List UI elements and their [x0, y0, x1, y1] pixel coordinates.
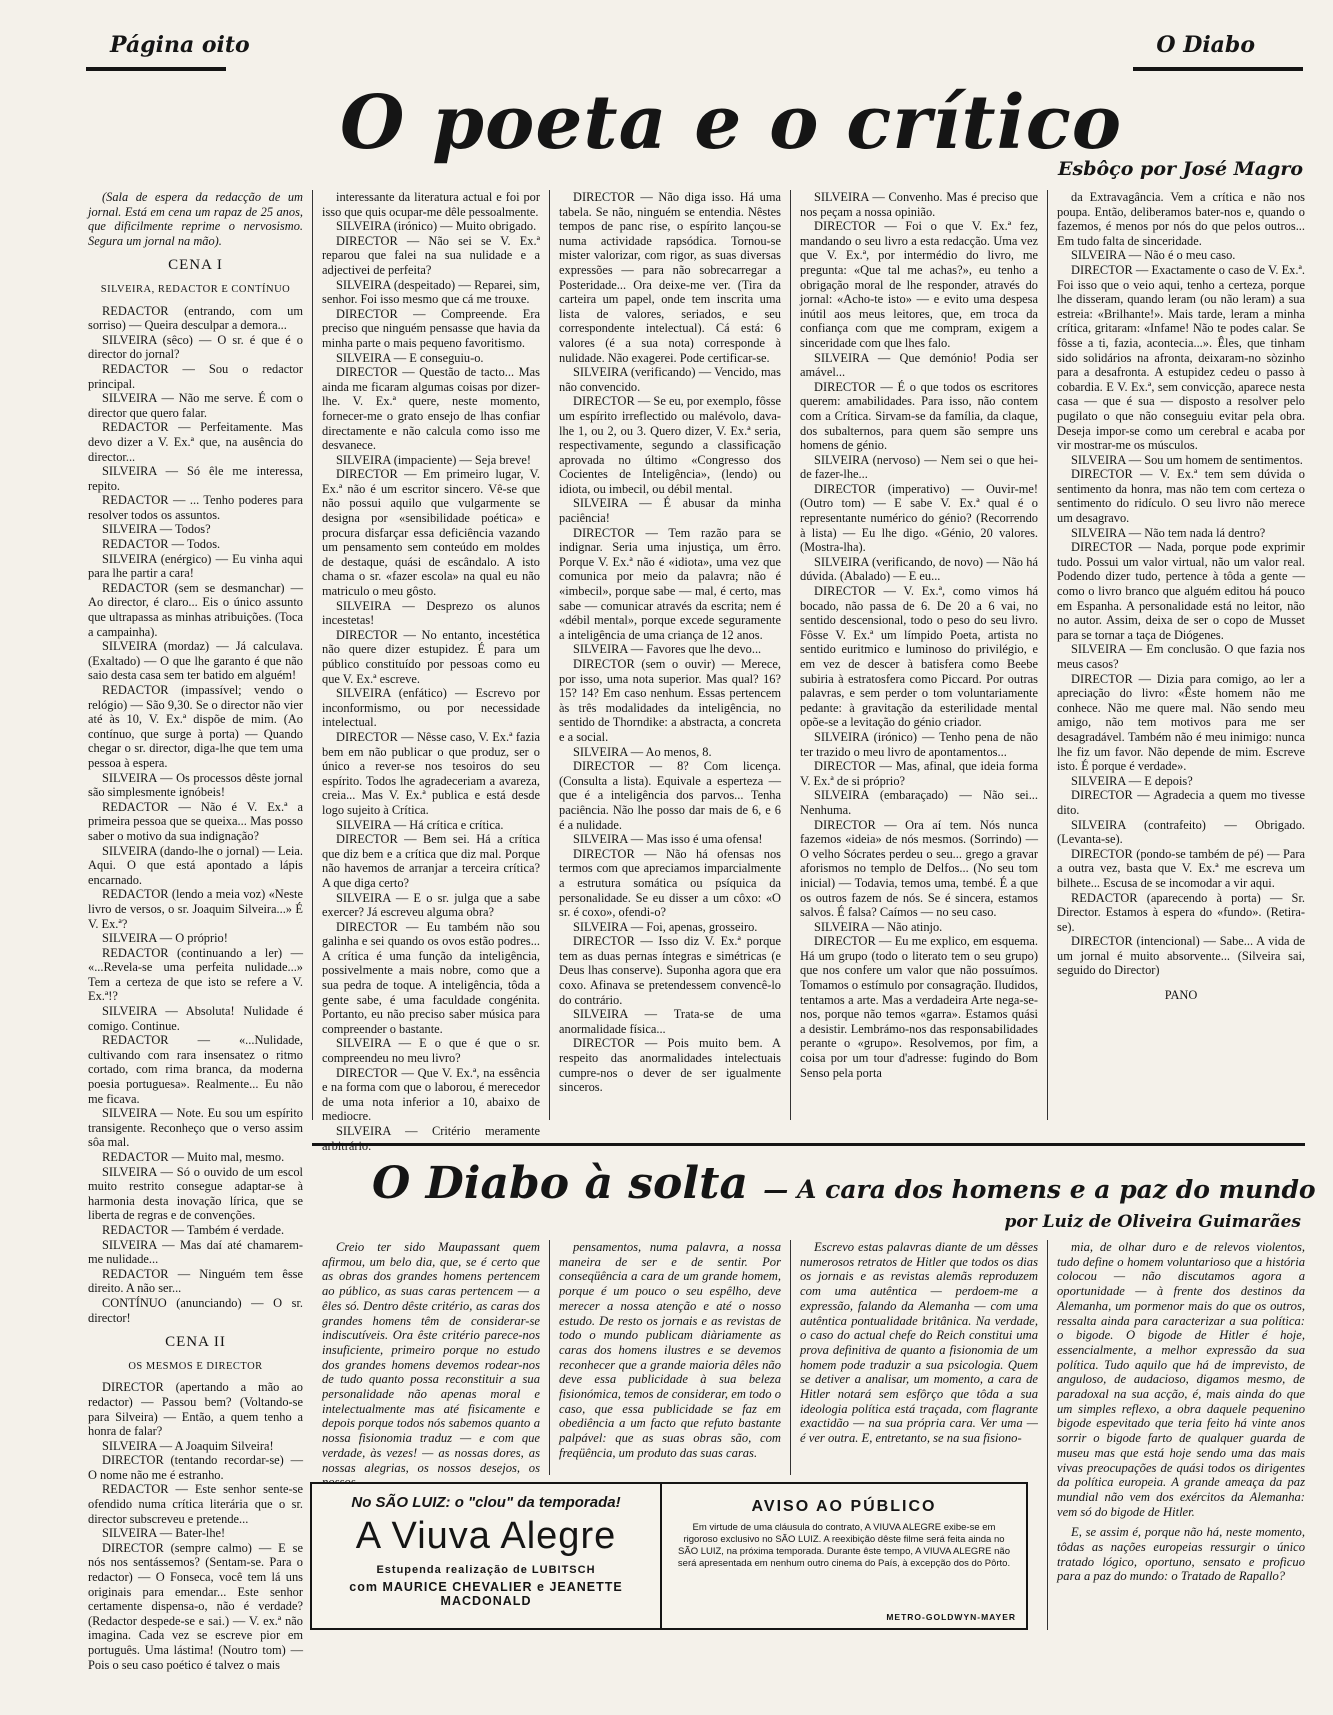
dialogue-line: DIRECTOR — Mas, afinal, que ideia forma V. Ex.ª de si próprio?	[800, 759, 1038, 788]
dialogue-line: interessante da literatura actual e foi por isso que quis ocupar-me dêle pessoalmente.	[322, 190, 540, 219]
dialogue-line: SILVEIRA — A Joaquim Silveira!	[102, 1438, 274, 1453]
dialogue-line: SILVEIRA — Desprezo os alunos incestetas!	[322, 598, 540, 628]
play-column-1	[88, 190, 303, 1672]
dialogue-line: SILVEIRA — Ao menos, 8.	[573, 744, 712, 759]
dialogue-line: DIRECTOR — Questão de tacto... Mas ainda me ficaram algumas coisas por dizer-lhe. V. Ex.ª quere, neste momento, fornecer-me o grato ensejo de lhas confiar directamente e não calcula como isso me desvanece.	[322, 365, 540, 453]
dialogue-line: SILVEIRA — E depois?	[1071, 773, 1193, 788]
dialogue-line: REDACTOR — ... Tenho poderes para resolver todos os assuntos.	[88, 493, 303, 522]
play-column-4	[800, 190, 1038, 1120]
dialogue-line: REDACTOR — «...Nulidade, cultivando com rara insensatez o ritmo cortado, com rima branca, da moderna poesia portuguesa». Realmente... Eu não me ficava.	[88, 1033, 303, 1106]
dialogue-line: REDACTOR — Não é V. Ex.ª a primeira pessoa que se queixa... Mas posso saber o motivo da sua indignação?	[88, 799, 303, 843]
dialogue-line: DIRECTOR — V. Ex.ª tem sem dúvida o sentimento da honra, mas não tem com certeza o sentimento do ridículo. O seu livro não merece um desagravo.	[1057, 467, 1305, 526]
dialogue-line: REDACTOR (entrando, com um sorriso) — Queira desculpar a demora...	[88, 303, 303, 333]
dialogue-line: DIRECTOR — Eu me explico, em esquema. Há um grupo (todo o literato tem o seu grupo) que nos confere um valor que não possuímos. Tomamos o estímulo por consagração. Iludidos, tentamos a arte. Mas a verdadeira Arte nega-se-nos, porque não temos «garra». Estamos quási a desistir. Lembrámo-nos das responsabilidades perante o «grupo». Resolvemos, por fim, a coisa por um tour d'adresse: fugindo do Bom Senso pela porta	[800, 934, 1038, 1080]
second-article-column-4	[1057, 1240, 1305, 1640]
column-rule	[312, 190, 313, 1120]
article-title: O poeta e o crítico	[340, 80, 1123, 166]
dialogue-line: DIRECTOR (imperativo) — Ouvir-me! (Outro tom) — E sabe V. Ex.ª qual é o representante numérico do génio? (Recorrendo à lista) — Eu lhe digo. «Génio, 20 valores. (Mostra-lha).	[800, 481, 1038, 555]
ad-cast-line: com MAURICE CHEVALIER e JEANETTE MACDONALD	[349, 1580, 623, 1608]
dialogue-line: SILVEIRA (enérgico) — Eu vinha aqui para lhe partir a cara!	[88, 551, 303, 581]
dialogue-line: SILVEIRA — Em conclusão. O que fazia nos meus casos?	[1057, 642, 1305, 671]
paragraph: E, se assim é, porque não há, neste momento, tôdas as nações europeias ressurgir o único tratado lógico, oportuno, sensato e proficuo para a paz do mundo: o Tratado de Rapallo?	[1057, 1525, 1305, 1584]
dialogue-line: SILVEIRA — O próprio!	[102, 931, 228, 946]
dialogue-line: REDACTOR — Ninguém tem êsse direito. A não ser...	[88, 1266, 303, 1296]
scene-cast: SILVEIRA, REDACTOR E CONTÍNUO	[100, 283, 291, 295]
dialogue-line: REDACTOR (aparecendo à porta) — Sr. Director. Estamos à espera do «fundo». (Retira-se).	[1057, 890, 1305, 934]
dialogue-line: DIRECTOR — Ora aí tem. Nós nunca fazemos «ideia» de nós mesmos. (Sorrindo) — O velho Sócrates perdeu o seu... grego a gravar aforismos no templo de Delfos... (No seu tom inicial) — Todavia, temos uma, tembé. É a que os outros fazem de nós. Se é sincera, estamos salvos. É falsa? Caímos — no seu caso.	[800, 817, 1038, 920]
second-article-byline: por Luiz de Oliveira Guimarães	[1004, 1212, 1301, 1232]
dialogue-line: DIRECTOR — Bem sei. Há a crítica que diz bem e a crítica que diz mal. Porque não havemos de arranjar a terceira crítica? A que diga certo?	[322, 832, 540, 890]
scene-cast: OS MESMOS E DIRECTOR	[128, 1360, 263, 1372]
second-title-sub: — A cara dos homens e a paz do mundo	[763, 1175, 1316, 1204]
second-article-title	[372, 1158, 1316, 1209]
dialogue-line: SILVEIRA — E conseguiu-o.	[336, 350, 484, 365]
dialogue-line: DIRECTOR — Que V. Ex.ª, na essência e na forma com que o laborou, é merecedor de uma nota inferior a 10, abaixo de mediocre.	[322, 1065, 540, 1124]
column-rule	[549, 1240, 550, 1475]
dialogue-line: SILVEIRA (irónico) — Muito obrigado.	[336, 219, 537, 234]
dialogue-line: SILVEIRA (despeitado) — Reparei, sim, senhor. Foi isso mesmo que cá me trouxe.	[322, 277, 540, 307]
dialogue-line: DIRECTOR — Isso diz V. Ex.ª porque tem as duas pernas íntegras e simétricas (e Deus lhas conserve). Suponha agora que era coxo. Afinava se pretendessem convencê-lo do contrário.	[559, 934, 781, 1007]
dialogue-line: SILVEIRA — Favores que lhe devo...	[573, 642, 762, 657]
paragraph: pensamentos, numa palavra, a nossa maneira de ser e de sentir. Por conseqüência a cara de um grande homem, porque é um pouco o seu espêlho, deve merecer a nossa atenção e até o nosso estudo. De resto os jornais e as revistas de todo o mundo publicam diàriamente as caras dos homens ilustres e se devemos reconhecer que a grande maioria dêles não deve essa publicidade à sua beleza fisionómica, temos de considerar, em todo o caso, que essa publicidade se faz em obediência a um facto que refuto bastante palpável: que as suas obras são, com freqüência, um produto das suas caras.	[559, 1240, 781, 1460]
dialogue-line: DIRECTOR — Compreende. Era preciso que ninguém pensasse que havia da minha parte o mais pequeno favoritismo.	[322, 306, 540, 350]
dialogue-line: SILVEIRA — Não é o meu caso.	[1071, 248, 1236, 263]
dialogue-line: SILVEIRA — Absoluta! Nulidade é comigo. Continue.	[88, 1004, 303, 1033]
scene-heading: CENA II	[165, 1334, 226, 1351]
dialogue-line: SILVEIRA — Só êle me interessa, repito.	[88, 464, 303, 493]
dialogue-line: SILVEIRA — Mas daí até chamarem-me nulidade...	[88, 1237, 303, 1267]
dialogue-line: SILVEIRA (impaciente) — Seja breve!	[336, 452, 531, 467]
dialogue-line: SILVEIRA — Trata-se de uma anormalidade física...	[559, 1007, 781, 1036]
dialogue-line: SILVEIRA — É abusar da minha paciência!	[559, 496, 781, 526]
dialogue-line: SILVEIRA — Não tem nada lá dentro?	[1071, 525, 1266, 540]
second-article-column-1	[322, 1240, 540, 1475]
dialogue-line: SILVEIRA (verificando, de novo) — Não há dúvida. (Abalado) — E eu...	[800, 554, 1038, 584]
dialogue-line: CONTÍNUO (anunciando) — O sr. director!	[88, 1295, 303, 1325]
second-article-column-2	[559, 1240, 781, 1475]
dialogue-line: SILVEIRA (dando-lhe o jornal) — Leia. Aqui. O que está apontado a lápis encarnado.	[88, 843, 303, 887]
dialogue-line: DIRECTOR — Não há ofensas nos termos com que apreciamos imparcialmente a estrutura somática ou psíquica da personalidade. Se eu disser a um côxo: «O sr. é coxo», ofendi-o?	[559, 846, 781, 920]
dialogue-line: SILVEIRA (nervoso) — Nem sei o que hei-de fazer-lhe...	[800, 452, 1038, 482]
dialogue-line: SILVEIRA — Mas isso é uma ofensa!	[573, 832, 763, 847]
dialogue-line: DIRECTOR (pondo-se também de pé) — Para a outra vez, basta que V. Ex.ª me escreva um bilhete... Escusa de se incomodar a vir aqui.	[1057, 846, 1305, 890]
column-rule	[790, 1240, 791, 1475]
dialogue-line: REDACTOR — Este senhor sente-se ofendido numa crítica literária que o sr. director subscreveu e pretende...	[88, 1482, 303, 1526]
ad-studio: METRO-GOLDWYN-MAYER	[886, 1612, 1016, 1622]
dialogue-line: SILVEIRA — Note. Eu sou um espírito transigente. Reconheço que o verso assim sôa mal.	[88, 1106, 303, 1150]
dialogue-line: SILVEIRA — Critério meramente	[336, 1124, 540, 1138]
dialogue-line: DIRECTOR — Nêsse caso, V. Ex.ª fazia bem em não publicar o que produz, ser o único a rever-se nos tesoiros do seu espírito. Todos lhe agradeceriam a avareza, creia... Mas V. Ex.ª publica e está desde logo sujeito à Crítica.	[322, 729, 540, 817]
dialogue-line: SILVEIRA — Há crítica e crítica.	[336, 817, 504, 832]
dialogue-line: DIRECTOR — Eu também não sou galinha e sei quando os ovos estão podres... A crítica é uma função da inteligência, possivelmente a mais nobre, como que a sua pedra de toque. A inteligência, tôda a gente sabe, é uma faculdade congénita. Portanto, eu não preciso saber música para compreender o bastante.	[322, 919, 540, 1036]
dialogue-line: DIRECTOR — Não sei se V. Ex.ª reparou que falei na sua nulidade e a adjectivei de perfeita?	[322, 233, 540, 277]
dialogue-line: SILVEIRA — Não me serve. É com o director que quero falar.	[88, 391, 303, 420]
dialogue-line: REDACTOR — Também é verdade.	[102, 1222, 285, 1237]
paragraph: Escrevo estas palavras diante de um dêsses numerosos retratos de Hitler que todos os dias os jornais e as revistas alemãs reproduzem com uma autêntica — perdoem-me a expressão, falando da Alemanha — com uma autêntica pontualidade britânica. Na verdade, o caso do actual chefe do Reich constitui uma prova definitiva de quanto a fisionomia de um homem pode traduzir a sua psicologia. Quem se detiver a analisar, um momento, a cara de Hitler notará sem esfôrço que tôda a sua ideologia política está traçada, com flagrante exactidão — na sua própria cara. Ver uma — é ver outra. E, entretanto, se na sua fisiono-	[800, 1240, 1038, 1446]
curtain-line: PANO	[1164, 988, 1198, 1003]
masthead: O Diabo	[1156, 32, 1255, 58]
dialogue-line: DIRECTOR (sem o ouvir) — Merece, por isso, uma nota superior. Mas qual? 16? 15? 14? Em caso nenhum. Essas pertencem às três modalidades da inteligência, no sentido de Thorndike: a abstracta, a concreta e a social.	[559, 657, 781, 744]
play-column-2	[322, 190, 540, 1138]
article-byline: Esbôço por José Magro	[1058, 158, 1303, 180]
dialogue-line: DIRECTOR — É o que todos os escritores querem: amabilidades. Para isso, não contem com a Crítica. Sirvam-se da família, da claque, dos subalternos, para quem são sempre uns homens de génio.	[800, 379, 1038, 453]
dialogue-line: DIRECTOR — V. Ex.ª, como vimos há bocado, não passa de 6. De 20 a 6 vai, no sentido descensional, todo o peso do seu livro. Fôsse V. Ex.ª um límpido Poeta, artista no sentido euritmico e luminoso do privilégio, e em vez de descer à batisfera como Beebe subiria à estratosfera como Piccard. Por outras palavras, e sem perder o tom voluntariamente pedante: à gravitação da esterilidade mental opõe-se a levitação do génio criador.	[800, 584, 1038, 730]
dialogue-line: REDACTOR (continuando a ler) — «...Revela-se uma perfeita nulidade...» Tem a certeza de que isto se refere a V. Ex.ª!?	[88, 945, 303, 1004]
dialogue-line: (Sala de espera da redacção de um jornal. Está em cena um rapaz de 25 anos, que dificilmente reprime o nervosismo. Segura um jornal na mão).	[88, 190, 303, 248]
dialogue-line: SILVEIRA — Sou um homem de sentimentos.	[1071, 452, 1303, 467]
dialogue-line: SILVEIRA — Os processos dêste jornal são simplesmente ignóbeis!	[88, 770, 303, 800]
dialogue-line: DIRECTOR — Em primeiro lugar, V. Ex.ª não é um escritor sincero. Vê-se que não possui aquilo que vulgarmente se designa por «sensibilidade poética» e procura disfarçar essa deficiência vazando um pensamento sem conteúdo em moldes de destaque, quási de escândalo. A isto chama o sr. «fazer escola» na qual eu não matriculo o meu gôsto.	[322, 467, 540, 599]
header-rule-left	[86, 67, 226, 71]
dialogue-line: DIRECTOR — 8? Com licença. (Consulta a lista). Equivale a esperteza — que é a inteligência dos parvos... Tenha paciência. Não lhe posso dar mais de 6, e 6 é a nulidade.	[559, 759, 781, 832]
dialogue-line: SILVEIRA (irónico) — Tenho pena de não ter trazido o meu livro de apontamentos...	[800, 729, 1038, 759]
dialogue-line: DIRECTOR — Agradecia a quem mo tivesse dito.	[1057, 788, 1305, 817]
section-rule	[312, 1143, 1305, 1146]
ad-film-panel	[312, 1484, 662, 1628]
dialogue-line: DIRECTOR — Nada, porque pode exprimir tudo. Possui um valor virtual, não um valor real. Podendo dizer tudo, pertence à tôda a gente — como o livro branco que alguém editou há pouco em Espanha. A personalidade está no leitor, não no autor. Assim, deixa de ser o copo de Musset para se tornar a taça de Diógenes.	[1057, 540, 1305, 642]
dialogue-line: SILVEIRA (enfático) — Escrevo por inconformismo, ou por necessidade intelectual.	[322, 686, 540, 730]
ad-tagline: No SÃO LUIZ: o "clou" da temporada!	[351, 1494, 621, 1511]
paragraph: mia, de olhar duro e de relevos violentos, tudo define o homem voluntarioso que a história colocou — não discutamos agora a oportunidade — à frente dos destinos da Alemanha, um pormenor mais do que os outros, ressalta ainda para caracterizar a sua política: o bigode. O bigode de Hitler é hoje, essencialmente, a melhor expressão da sua política. Tudo aquilo que há de imprevisto, de anguloso, de audacioso, digamos mesmo, de paradoxal na sua acção, é, mais ainda do que um simples reflexo, a obra daquele pequenino bigode espevitado que teria feito há vinte anos sorrir o bigode farto de qualquer guarda de museu mas que está hoje sendo uma das mais vivas preocupações de quási todos os dirigentes da política europeia. A grande ameaça da paz mundial não vem dos exércitos da Alemanha: vem só do bigode de Hitler.	[1057, 1240, 1305, 1519]
dialogue-line: REDACTOR — Sou o redactor principal.	[88, 361, 303, 391]
dialogue-line: DIRECTOR — No entanto, incestética não quere dizer estupidez. É para um público constituído por pessoas como eu que V. Ex.ª escreve.	[322, 627, 540, 686]
dialogue-line: DIRECTOR — Pois muito bem. A respeito das anormalidades intelectuais cumpre-nos o dever de ser igualmente sinceros.	[559, 1036, 781, 1095]
column-rule	[549, 190, 550, 1120]
dialogue-line: REDACTOR (sem se desmanchar) — Ao director, é claro... Eis o único assunto que ultrapassa as minhas atribuições. (Toca a campainha).	[88, 580, 303, 639]
dialogue-line: SILVEIRA — Só o ouvido de um escol muito restrito consegue adaptar-se à harmonia desta inovação lírica, que se liberta de regras e de convenções.	[88, 1164, 303, 1223]
dialogue-line: SILVEIRA — Todos?	[102, 522, 211, 537]
dialogue-line: REDACTOR (impassível; vendo o relógio) — São 9,30. Se o director não vier até às 10, V. Ex.ª dispõe de mim. (Ao contínuo, que surge à porta) — Quando chegar o sr. director, diga-lhe que tem uma pessoa à espera.	[88, 683, 303, 770]
scene-heading: CENA I	[168, 257, 223, 274]
play-column-5	[1057, 190, 1305, 1120]
dialogue-line: DIRECTOR — Tem razão para se indignar. Seria uma injustiça, um êrro. Porque V. Ex.ª não é «idiota», uma vez que comunica por meio da palavra; não é «imbecil», porque sabe — mal, é certo, mas sabe — comunicar através da escrita; nem é «débil mental», porque excede seguramente a inteligência de uma criança de 12 anos.	[559, 525, 781, 642]
ad-notice-title: AVISO AO PÚBLICO	[751, 1498, 937, 1515]
header-rule-right	[1133, 67, 1303, 71]
dialogue-line: REDACTOR — Todos.	[102, 537, 221, 552]
column-rule	[790, 190, 791, 1120]
dialogue-line: DIRECTOR (apertando a mão ao redactor) — Passou bem? (Voltando-se para Silveira) — Então, a quem tenho a honra de falar?	[88, 1380, 303, 1439]
dialogue-line: SILVEIRA — Não atinjo.	[814, 919, 943, 934]
column-rule	[1047, 190, 1048, 1120]
dialogue-line: SILVEIRA (contrafeito) — Obrigado. (Levanta-se).	[1057, 817, 1305, 847]
dialogue-line: DIRECTOR (tentando recordar-se) — O nome não me é estranho.	[88, 1453, 303, 1482]
dialogue-line: DIRECTOR — Exactamente o caso de V. Ex.ª. Foi isso que o veio aqui, tenho a certeza, porque lhe disseram, quando leram (ou não leram) a sua estreia: «Brilhante!». Mais tarde, leram a minha crítica, gritaram: «Infame! Não te podes calar. Se fôsse a ti, fazia, acontecia...». Êles, que tinham sido solidários na afronta, deixaram-no sòzinho para a desafronta. A estupidez cedeu o passo à cobardia. E V. Ex.ª, sem convicção, aparece nesta casa — que é sua — disposto a resolver pelo pugilato o que não conseguiu evitar pela obra. Deseja impor-se como um cerebral e acaba por vir mostrar-me os músculos.	[1057, 262, 1305, 453]
dialogue-line: DIRECTOR — Dizia para comigo, ao ler a apreciação do livro: «Êste homem não me conhece. Não me quere mal. Não sendo meu amigo, não tem motivos para me ser desagradável. Também não é meu inimigo: nunca lhe fiz um favor. Não depende de mim. Escreve isto. É porque é verdade».	[1057, 671, 1305, 774]
dialogue-line: SILVEIRA (mordaz) — Já calculava. (Exaltado) — O que lhe garanto é que não saio desta casa sem ter batido em alguém!	[88, 639, 303, 683]
ad-notice-text: Em virtude de uma cláusula do contrato, A VIUVA ALEGRE exibe-se em rigoroso exclusivo no SÃO LUIZ. A reexibição dêste filme será feita ainda no SÃO LUIZ, na próxima temporada. Durante êste tempo, A VIUVA ALEGRE não será apresentada em nenhum outro cinema do País, à excepção dos do Pôrto.	[677, 1522, 1011, 1569]
ad-film-title: A Viuva Alegre	[355, 1515, 617, 1557]
dialogue-line: DIRECTOR (sempre calmo) — E se nós nos sentássemos? (Sentam-se. Para o redactor) — O Fonseca, você tem lá uns originais para emendar... Este senhor certamente dispensa-o, não é verdade? (Redactor despede-se e sai.) — V. ex.ª não imagina. Cada vez se escreve pior em português. Uma lástima! (Noutro tom) — Pois o seu caso poético é talvez o mais	[88, 1540, 303, 1672]
dialogue-line: DIRECTOR — Se eu, por exemplo, fôsse um espírito irreflectido ou malévolo, dava-lhe 1, ou 2, ou 3. Quero dizer, V. Ex.ª seria, respectivamente, segundo a classificação aprovada no último «Congresso dos Cocientes de Inteligência», (lendo) ou idiota, ou imbecil, ou débil mental.	[559, 394, 781, 496]
dialogue-line: SILVEIRA — Convenho. Mas é preciso que nos peçam a nossa opinião.	[800, 190, 1038, 219]
dialogue-line: SILVEIRA (sêco) — O sr. é que é o director do jornal?	[88, 332, 303, 362]
dialogue-line: SILVEIRA — Bater-lhe!	[102, 1526, 226, 1541]
cinema-advertisement	[310, 1482, 1028, 1630]
dialogue-line: SILVEIRA — E o sr. julga que a sabe exercer? Já escreveu alguma obra?	[322, 890, 540, 920]
paragraph: Creio ter sido Maupassant quem afirmou, um belo dia, que, se é certo que as obras dos grandes homens pertencem ao público, as suas caras pertencem — a êles só. Dentro dêste critério, as caras dos grandes homens têm de considerar-se indiscutíveis. Ora êste critério parece-nos insuficiente, primeiro porque no estudo dos grandes homens devemos rodear-nos de tudo quanto possa reconstituir a sua personalidade não apenas moral e intelectualmente mas até fisicamente e depois porque todos nós sabemos quanto a nossa fisionomia traduz — e com que verdade, às vezes! — as nossas dores, as nossas alegrias, os nossos desejos, os	[322, 1240, 540, 1475]
second-title-main: O Diabo à solta	[372, 1158, 748, 1209]
play-column-3	[559, 190, 781, 1120]
page-label: Página oito	[110, 32, 250, 58]
column-rule	[1047, 1240, 1048, 1630]
ad-director-line: Estupenda realização de LUBITSCH	[376, 1564, 596, 1576]
dialogue-line: DIRECTOR (intencional) — Sabe... A vida de um jornal é muito absorvente... (Silveira sai, seguido do Director)	[1057, 934, 1305, 978]
dialogue-line: DIRECTOR — Não diga isso. Há uma tabela. Se não, ninguém se entendia. Nêstes tempos de panc rise, o espírito lançou-se numa actividade rapsódica. Tornou-se mister valorizar, com rigor, as suas diversas expressões — para não sobrecarregar a Posteridade... Ora deixe-me ver. (Tira da carteira um papel, onde tem inscrita uma lista de valores, seriados, e seu correspondente intelectual). Cá está: 6 valores (é a sua nota) corresponde à nulidade. Não exagerei. Pode certificar-se.	[559, 190, 781, 365]
dialogue-line: SILVEIRA (embaraçado) — Não sei... Nenhuma.	[800, 788, 1038, 817]
dialogue-line: SILVEIRA — Foi, apenas, grosseiro.	[573, 919, 758, 934]
dialogue-line: SILVEIRA — Que demónio! Podia ser amável...	[800, 350, 1038, 380]
second-article-column-3	[800, 1240, 1038, 1475]
dialogue-line: DIRECTOR — Foi o que V. Ex.ª fez, mandando o seu livro a esta redacção. Uma vez que V. Ex.ª, por intermédio do livro, me pregunta: «Que tal me achas?», eu tenho a obrigação moral de lhe responder, através do jornal: «Acho-te isto» — e evito uma despesa inútil aos meus leitores, que, em troca da confiança com que me compram, exigem a sinceridade com que lhes falo.	[800, 219, 1038, 350]
ad-notice-panel	[662, 1484, 1026, 1628]
dialogue-line: REDACTOR — Muito mal, mesmo.	[102, 1150, 285, 1164]
dialogue-line: REDACTOR (lendo a meia voz) «Neste livro de versos, o sr. Joaquim Silveira...» É V. Ex.ª?	[88, 887, 303, 931]
dialogue-line: SILVEIRA (verificando) — Vencido, mas não convencido.	[559, 365, 781, 394]
dialogue-line: da Extravagância. Vem a crítica e não nos poupa. Então, deliberamos bater-nos e, quando o fazemos, é menos por nós do que pelos outros... Em tudo falta de sinceridade.	[1057, 190, 1305, 248]
dialogue-line: REDACTOR — Perfeitamente. Mas devo dizer a V. Ex.ª que, na ausência do director...	[88, 420, 303, 464]
dialogue-line: SILVEIRA — E o que é que o sr. compreendeu no meu livro?	[322, 1036, 540, 1066]
